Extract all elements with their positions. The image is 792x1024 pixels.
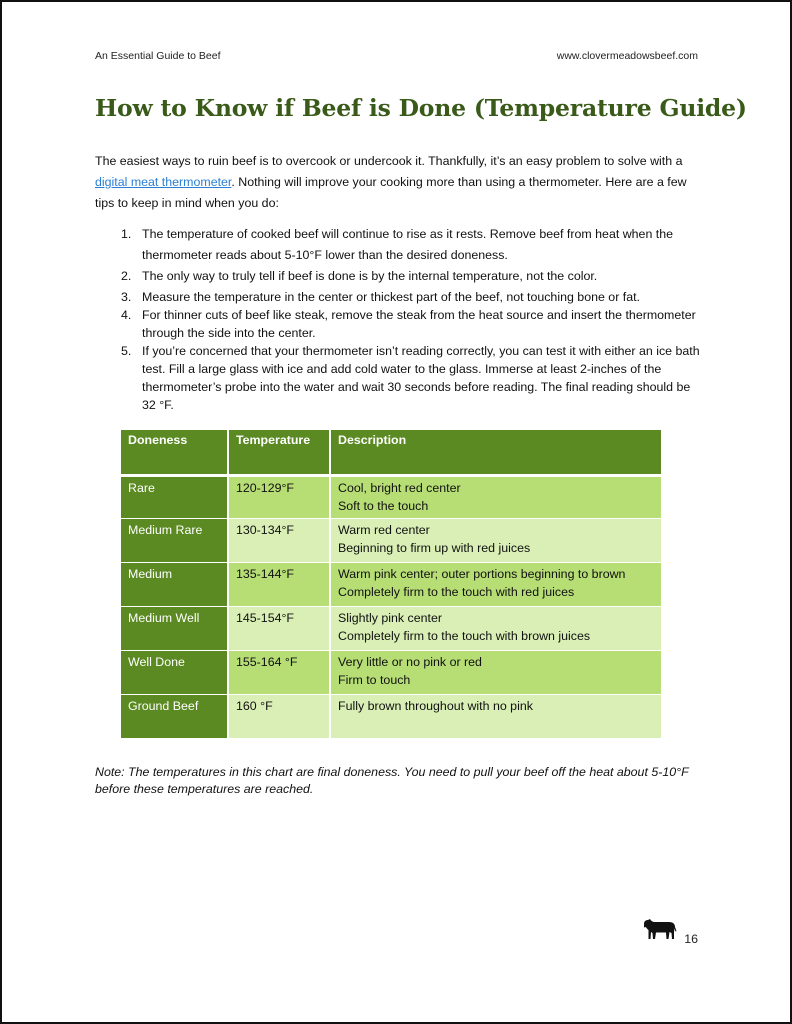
list-number: 5.: [121, 344, 132, 358]
description-line: Slightly pink center: [338, 611, 442, 625]
temperature-cell: 145-154°F: [229, 606, 331, 650]
doneness-cell: Medium Well: [121, 606, 229, 650]
page-title: How to Know if Beef is Done (Temperature Guide): [95, 94, 747, 122]
description-line: Soft to the touch: [338, 498, 429, 513]
description-cell: [331, 518, 661, 562]
description-line: Very little or no pink or red: [338, 655, 482, 669]
description-cell: [331, 606, 661, 650]
table-row: [121, 606, 661, 650]
doneness-cell: Medium Rare: [121, 518, 229, 562]
list-item: [95, 342, 705, 414]
doneness-cell: Well Done: [121, 650, 229, 694]
description-line: Warm pink center; outer portions beginning to brown: [338, 567, 626, 581]
list-item: [95, 288, 705, 306]
thermometer-link[interactable]: digital meat thermometer: [95, 175, 232, 189]
intro-text-start: The easiest ways to ruin beef is to overcook or undercook it. Thankfully, it’s an easy problem to solve with a: [95, 154, 683, 168]
description-line: Warm red center: [338, 523, 430, 537]
temperature-note: Note: The temperatures in this chart are final doneness. You need to pull your beef off the heat about 5-10°F before these temperatures are reached.: [95, 765, 689, 796]
doneness-cell: Ground Beef: [121, 694, 229, 738]
description-line: Firm to touch: [338, 672, 411, 687]
table-header-row: [121, 430, 661, 474]
table-row: [121, 694, 661, 738]
list-number: 2.: [121, 269, 132, 283]
list-text: For thinner cuts of beef like steak, remove the steak from the heat source and insert the thermometer through the side into the center.: [142, 308, 696, 340]
list-number: 4.: [121, 308, 132, 322]
doneness-cell: Medium: [121, 562, 229, 606]
description-cell: [331, 562, 661, 606]
list-number: 1.: [121, 227, 132, 241]
table-row: [121, 562, 661, 606]
list-text: If you’re concerned that your thermometer isn’t reading correctly, you can test it with either an ice bath test. Fill a large glass with ice and add cold water to the glass. Immerse at least 2-inches of the thermometer’s probe into the water and wait 30 seconds before reading. The final reading should be 32 °F.: [142, 344, 700, 412]
temperature-cell: 160 °F: [229, 694, 331, 738]
tips-list: [95, 224, 705, 414]
header-description: Description: [331, 430, 661, 474]
description-line: Beginning to firm up with red juices: [338, 540, 531, 555]
page-number: 16: [684, 932, 698, 946]
description-cell: [331, 474, 661, 518]
temperature-cell: 120-129°F: [229, 474, 331, 518]
list-number: 3.: [121, 290, 132, 304]
list-item: [95, 306, 705, 342]
table-row: [121, 518, 661, 562]
description-line: Completely firm to the touch with brown juices: [338, 628, 591, 643]
intro-text-end: . Nothing will improve your cooking more than using a thermometer. Here are a few tips to keep in mind when you do:: [95, 175, 687, 210]
description-line: Fully brown throughout with no pink: [338, 699, 533, 713]
header-temperature: Temperature: [229, 430, 331, 474]
list-text: Measure the temperature in the center or thickest part of the beef, not touching bone or fat.: [142, 290, 640, 304]
header-website: www.clovermeadowsbeef.com: [556, 50, 698, 62]
page-footer: [642, 917, 698, 946]
doneness-cell: Rare: [121, 474, 229, 518]
header-guide-title: An Essential Guide to Beef: [95, 50, 221, 62]
table-row: [121, 474, 661, 518]
list-text: The only way to truly tell if beef is done is by the internal temperature, not the color.: [142, 269, 598, 283]
table-row: [121, 650, 661, 694]
temperature-cell: 155-164 °F: [229, 650, 331, 694]
intro-paragraph: [95, 151, 705, 214]
temperature-cell: 135-144°F: [229, 562, 331, 606]
temperature-cell: 130-134°F: [229, 518, 331, 562]
description-line: Completely firm to the touch with red juices: [338, 584, 575, 599]
description-line: Cool, bright red center: [338, 481, 461, 495]
doneness-table: [121, 430, 661, 738]
cow-icon: [642, 917, 678, 946]
description-cell: [331, 650, 661, 694]
description-cell: [331, 694, 661, 738]
header-doneness: Doneness: [121, 430, 229, 474]
list-item: [95, 267, 705, 285]
list-text: The temperature of cooked beef will continue to rise as it rests. Remove beef from heat when the thermometer reads about 5-10°F lower than the desired doneness.: [142, 227, 674, 262]
list-item: [95, 224, 705, 266]
